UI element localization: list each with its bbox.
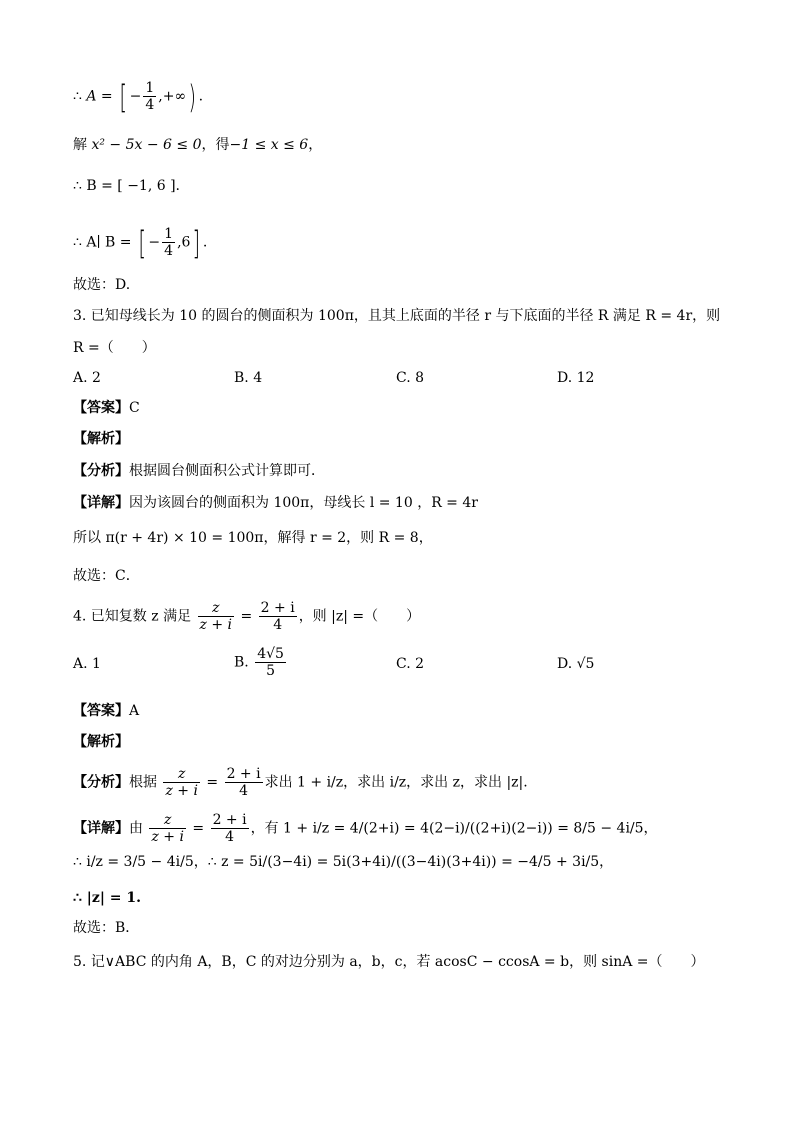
line-choose-d: 故选：D.: [73, 277, 131, 293]
q4-stem: 4. 已知复数 z 满足 $\frac{z}{z + i}$ = $\frac{2 + i}{4}$ ，则 |z| =（ ）: [73, 600, 421, 633]
q4-fenxi: 【分析】根据 $\frac{z}{z + i}$ = $\frac{2 + i}{4}$ 求出 1 + i/z，求出 i/z，求出 z，求出 |z|.: [73, 766, 528, 799]
q4-option-c: C. 2: [396, 656, 425, 672]
q3-calc: 所以 π(r + 4r) × 10 = 100π，解得 r = 2，则 R = 8，: [73, 530, 433, 546]
line-a-result: ∴ A = [ − $\frac{1}{4}$ ,+∞) .: [73, 77, 204, 116]
q4-option-d: D. √5: [557, 656, 595, 672]
q3-jiexi: 【解析】: [73, 431, 129, 447]
q4-option-a: A. 1: [73, 656, 101, 672]
frac-denominator: 4: [145, 97, 155, 113]
q4-choose: 故选：B．: [73, 920, 140, 936]
q3-option-a: A. 2: [73, 370, 101, 386]
q3-choose: 故选：C．: [73, 568, 140, 584]
line-solve: 解 x² − 5x − 6 ≤ 0，得−1 ≤ x ≤ 6，: [73, 137, 323, 153]
q3-stem-1: 3. 已知母线长为 10 的圆台的侧面积为 100π，且其上底面的半径 r 与下底面的半径 R 满足 R = 4r，则: [73, 308, 721, 324]
q4-xiangjie: 【详解】由 $\frac{z}{z + i}$ = $\frac{2 + i}{4}$ ，有 1 + i/z = 4/(2+i) = 4(2−i)/((2+i)(2−i)) = 8/5 − 4i/5，: [73, 812, 658, 845]
q4-jiexi: 【解析】: [73, 734, 129, 750]
q3-xiangjie: 【详解】因为该圆台的侧面积为 100π，母线长 l = 10 ，R = 4r: [73, 495, 478, 511]
q3-option-d: D. 12: [557, 370, 595, 386]
q4-answer: 【答案】A: [73, 703, 140, 719]
line-b-result: ∴ B = [ −1, 6 ].: [73, 178, 180, 194]
q3-stem-2: R =（ ）: [73, 340, 156, 356]
line-aub-result: ∴ A∣ B = [ − $\frac{1}{4}$ ,6] .: [73, 223, 208, 262]
q3-option-b: B. 4: [234, 370, 263, 386]
frac-numerator: 1: [145, 80, 155, 96]
q3-fenxi: 【分析】根据圆台侧面积公式计算即可．: [73, 463, 325, 479]
q4-line2: ∴ i/z = 3/5 − 4i/5，∴ z = 5i/(3−4i) = 5i(3+4i)/((3−4i)(3+4i)) = −4/5 + 3i/5，: [73, 854, 614, 870]
q3-answer: 【答案】C: [73, 400, 140, 416]
q4-option-b: B. $\frac{4√5}{5}$: [234, 646, 284, 679]
q5-stem: 5. 记∨ABC 的内角 A，B，C 的对边分别为 a，b，c，若 acosC − ccosA = b，则 sinA =（ ）: [73, 954, 705, 970]
q4-line3: ∴ |z| = 1.: [73, 890, 142, 906]
q3-option-c: C. 8: [396, 370, 425, 386]
